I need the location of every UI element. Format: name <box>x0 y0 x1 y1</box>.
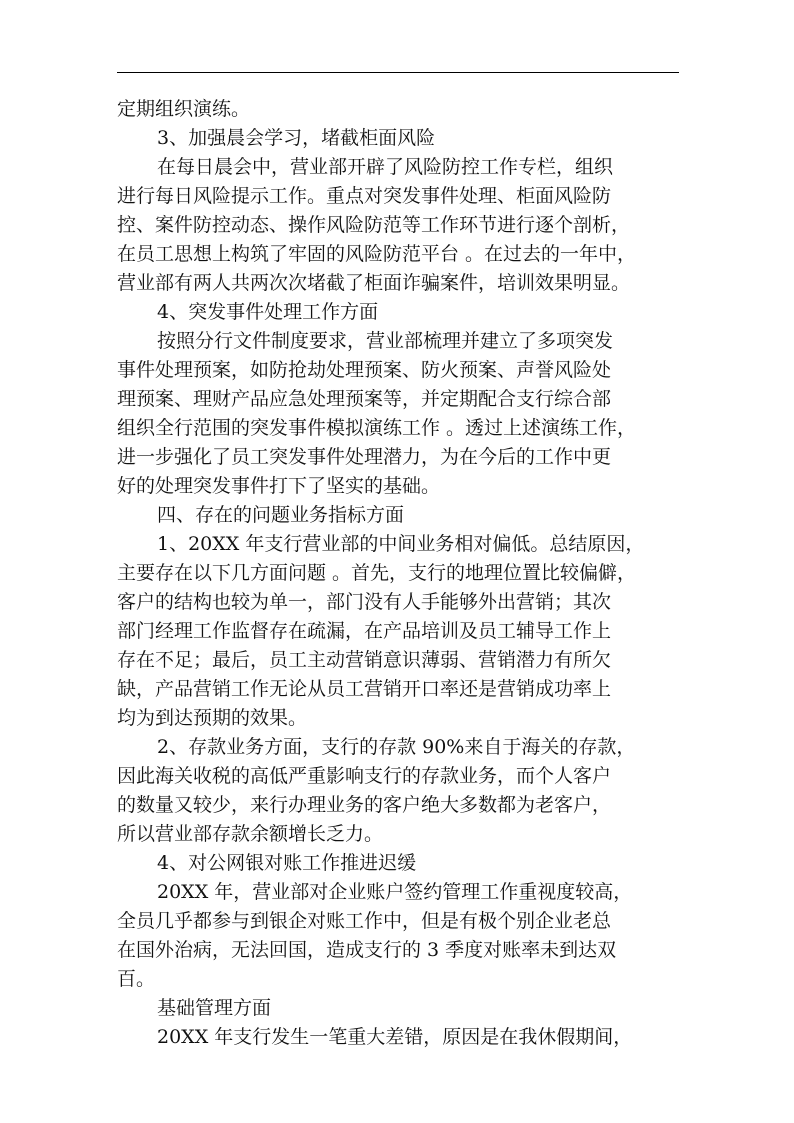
text-line: 在员工思想上构筑了牢固的风险防范平台 。在过去的一年中， <box>117 243 637 265</box>
text-line: 主要存在以下几方面问题 。首先，支行的地理位置比较偏僻， <box>117 562 637 584</box>
text-line: 客户的结构也较为单一，部门没有人手能够外出营销；其次 <box>117 591 612 613</box>
text-line: 的数量又较少，来行办理业务的客户绝大多数都为老客户， <box>117 794 612 816</box>
text-line: 部门经理工作监督存在疏漏，在产品培训及员工辅导工作上 <box>117 620 612 642</box>
text-line: 全员几乎都参与到银企对账工作中，但是有极个别企业老总 <box>117 910 612 932</box>
text-line: 定期组织演练。 <box>117 98 251 120</box>
text-line: 理预案、理财产品应急处理预案等，并定期配合支行综合部 <box>117 388 612 410</box>
header-rule <box>117 72 679 73</box>
text-line: 2、存款业务方面，支行的存款 90%来自于海关的存款， <box>157 736 636 758</box>
text-line: 20XX 年，营业部对企业账户签约管理工作重视度较高， <box>157 881 633 903</box>
text-line: 进一步强化了员工突发事件处理潜力，为在今后的工作中更 <box>117 446 612 468</box>
document-body <box>117 95 679 1052</box>
text-line: 因此海关收税的高低严重影响支行的存款业务，而个人客户 <box>117 765 612 787</box>
text-line: 事件处理预案，如防抢劫处理预案、防火预案、声誉风险处 <box>117 359 612 381</box>
text-line: 均为到达预期的效果。 <box>117 707 308 729</box>
text-line: 基础管理方面 <box>157 997 272 1019</box>
text-line: 在国外治病，无法回国，造成支行的 3 季度对账率未到达双 <box>117 939 617 961</box>
text-line: 4、突发事件处理工作方面 <box>157 301 379 323</box>
text-line: 4、对公网银对账工作推进迟缓 <box>157 852 417 874</box>
text-line: 百。 <box>117 968 156 990</box>
text-line: 进行每日风险提示工作。重点对突发事件处理、柜面风险防 <box>117 185 612 207</box>
text-line: 好的处理突发事件打下了坚实的基础。 <box>117 475 441 497</box>
text-line: 组织全行范围的突发事件模拟演练工作 。透过上述演练工作， <box>117 417 637 439</box>
text-line: 在每日晨会中，营业部开辟了风险防控工作专栏，组织 <box>157 156 614 178</box>
text-line: 控、案件防控动态、操作风险防范等工作环节进行逐个剖析， <box>117 214 631 236</box>
text-line: 营业部有两人共两次次堵截了柜面诈骗案件，培训效果明显。 <box>117 272 631 294</box>
text-line: 3、加强晨会学习，堵截柜面风险 <box>157 127 436 149</box>
text-line: 1、20XX 年支行营业部的中间业务相对偏低。总结原因， <box>157 533 645 555</box>
text-line: 20XX 年支行发生一笔重大差错，原因是在我休假期间， <box>157 1026 633 1048</box>
text-line: 按照分行文件制度要求，营业部梳理并建立了多项突发 <box>157 330 614 352</box>
text-line: 所以营业部存款余额增长乏力。 <box>117 823 384 845</box>
text-line: 存在不足；最后，员工主动营销意识薄弱、营销潜力有所欠 <box>117 649 612 671</box>
text-line: 缺，产品营销工作无论从员工营销开口率还是营销成功率上 <box>117 678 612 700</box>
text-line: 四、存在的问题业务指标方面 <box>157 504 405 526</box>
